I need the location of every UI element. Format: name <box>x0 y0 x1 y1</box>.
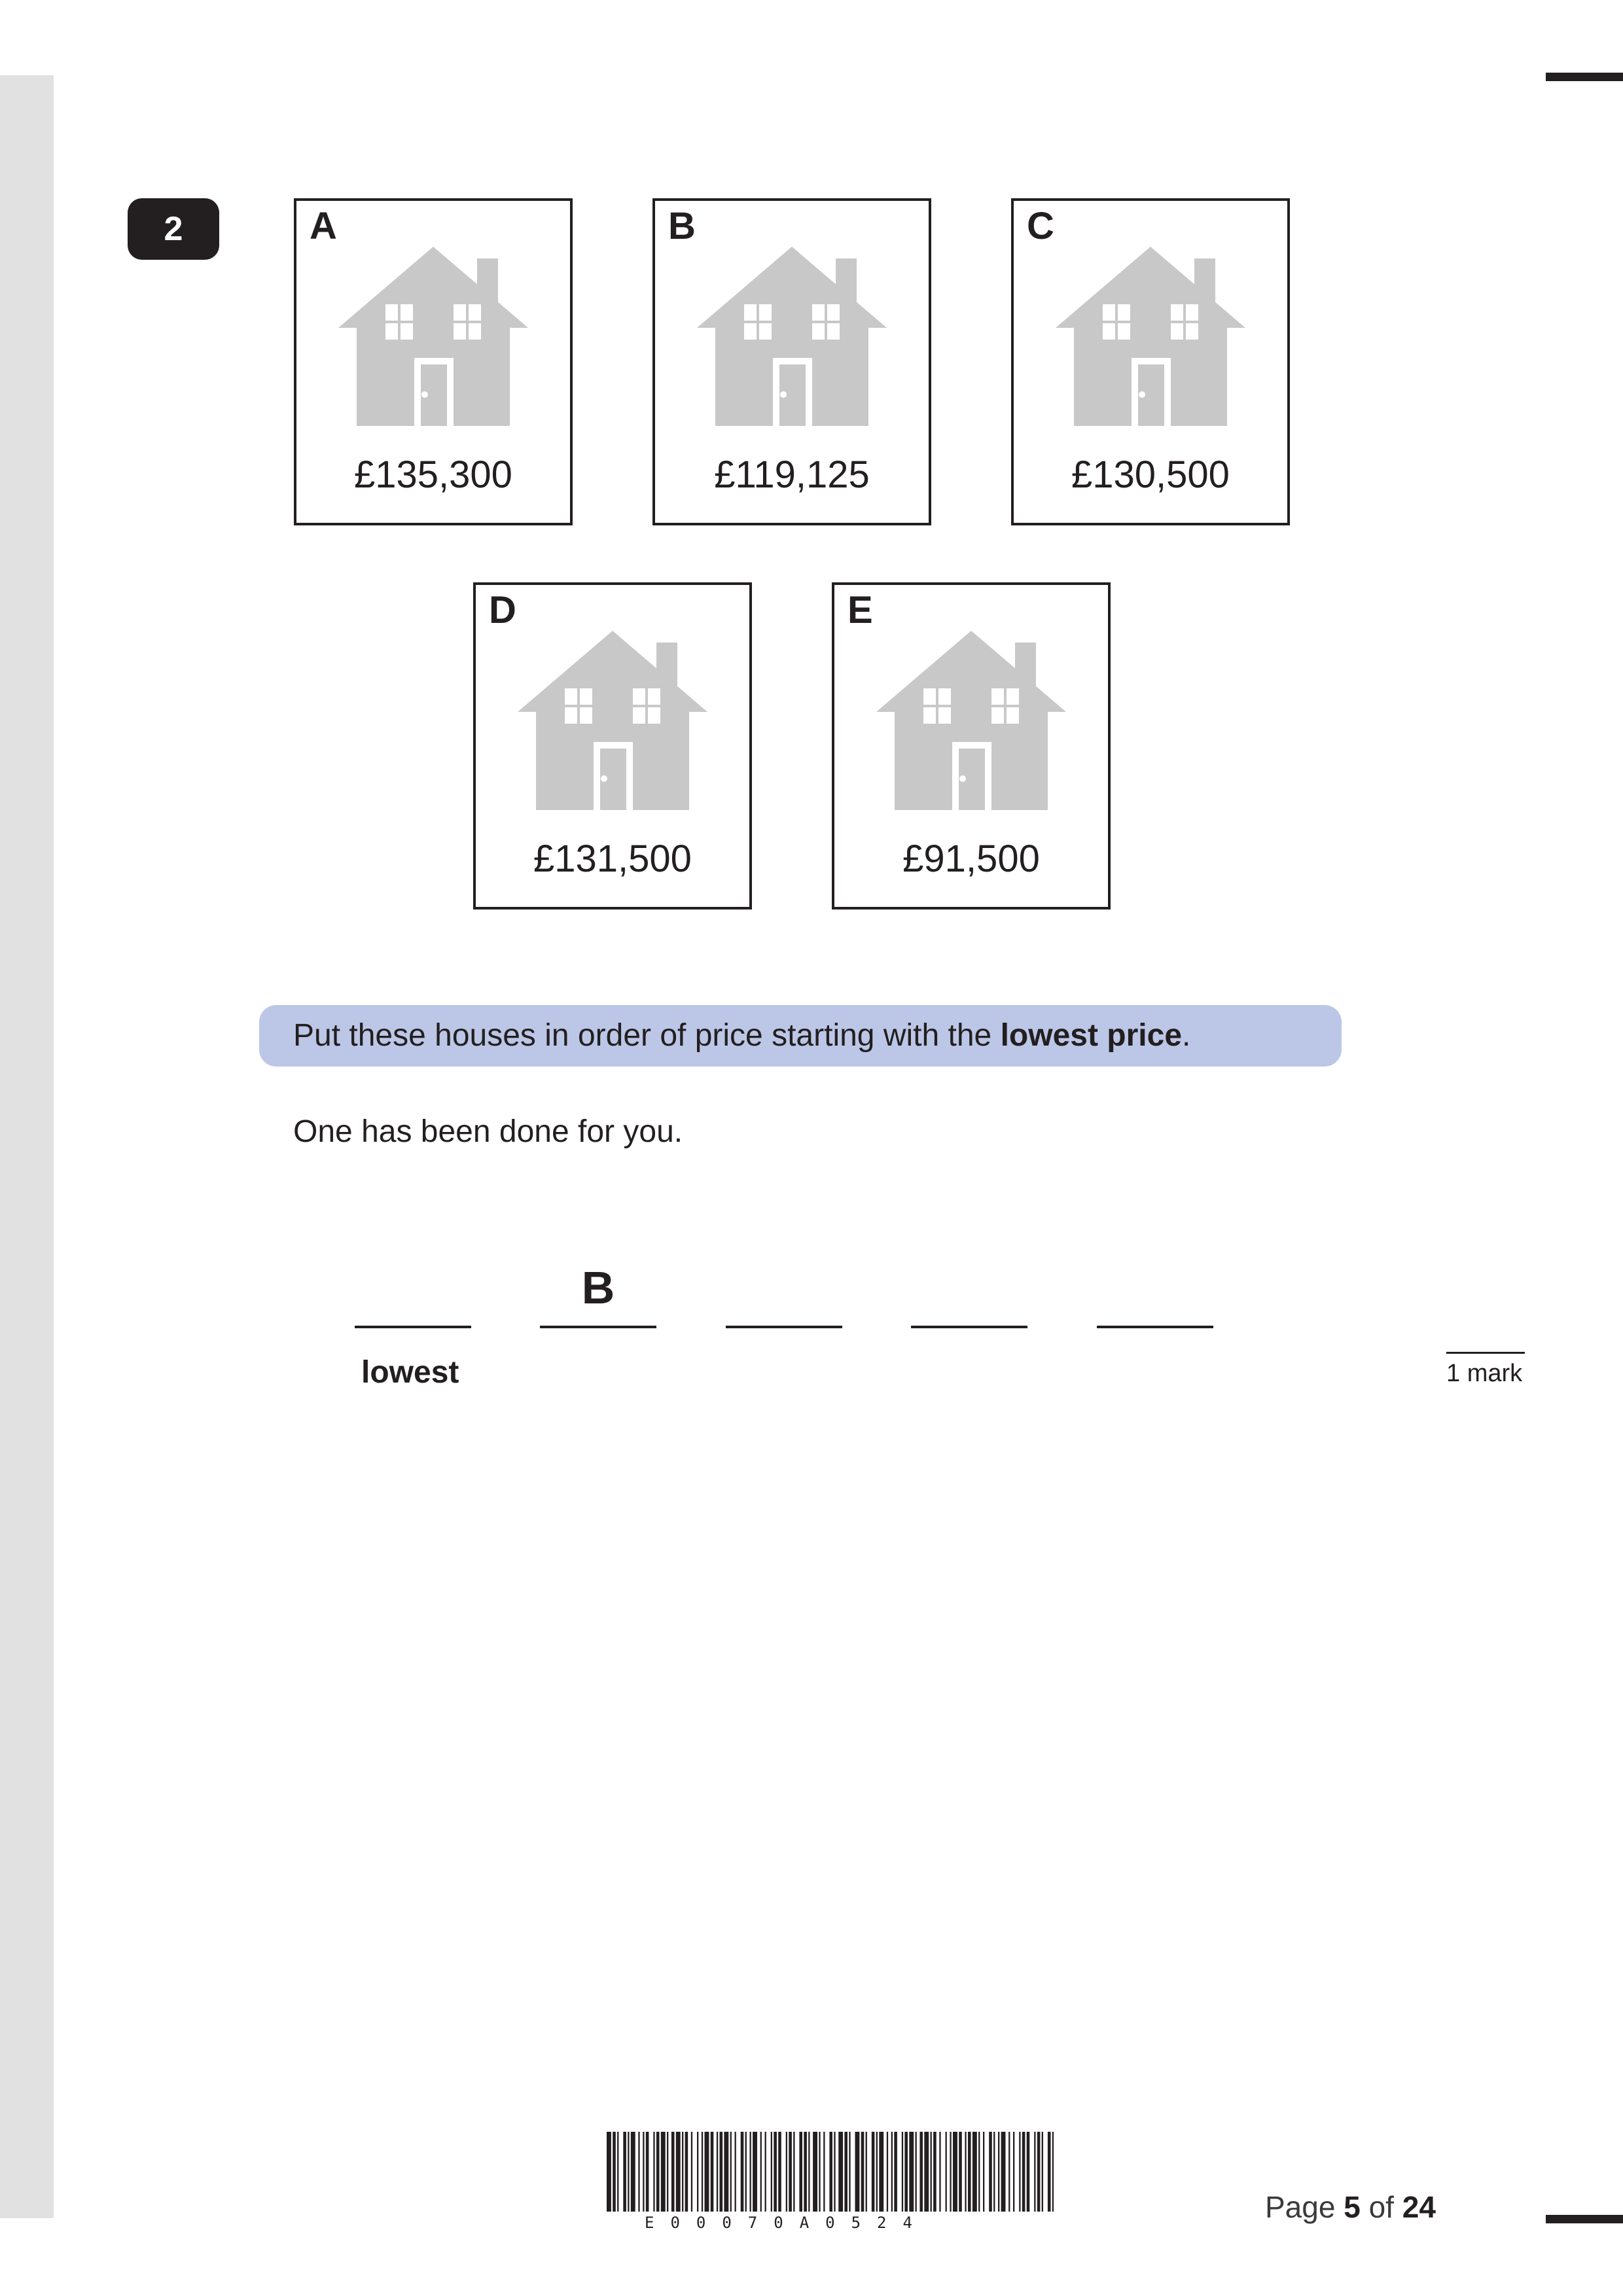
barcode-bar <box>855 2132 860 2212</box>
barcode-bar <box>607 2132 611 2212</box>
barcode-bar <box>887 2132 888 2212</box>
barcode-bar <box>631 2132 635 2212</box>
house-price: £91,500 <box>902 838 1040 880</box>
barcode-bar <box>849 2132 850 2212</box>
barcode-bar <box>717 2132 718 2212</box>
barcode-bar <box>866 2132 867 2212</box>
barcode-bar <box>760 2132 762 2212</box>
house-icon <box>1056 247 1245 426</box>
barcode-bar <box>946 2132 947 2212</box>
barcode-bar <box>909 2132 914 2212</box>
house-icon <box>518 631 707 810</box>
barcode-bar <box>656 2132 660 2212</box>
house-price: £119,125 <box>714 453 870 496</box>
house-letter: B <box>668 205 696 247</box>
barcode-bar <box>959 2132 962 2212</box>
barcode-bar <box>617 2132 618 2212</box>
barcode-bar <box>774 2132 777 2212</box>
house-icon <box>338 247 528 426</box>
barcode-bar <box>1008 2132 1010 2212</box>
barcode-bar <box>916 2132 917 2212</box>
barcode-bar <box>653 2132 654 2212</box>
barcode-bar <box>965 2132 966 2212</box>
barcode-bar <box>750 2132 751 2212</box>
barcode-bar <box>1019 2132 1020 2212</box>
barcode-bar <box>876 2132 878 2212</box>
barcode-bar <box>1034 2132 1035 2212</box>
barcode-bar <box>1042 2132 1043 2212</box>
margin-strip <box>0 75 54 2218</box>
page-word: Page <box>1265 2190 1344 2224</box>
house-letter: E <box>847 589 873 631</box>
barcode-bar <box>682 2132 683 2212</box>
barcode-bar <box>613 2132 616 2212</box>
house-card-b <box>652 198 931 525</box>
page-of-word: of <box>1360 2190 1402 2224</box>
barcode-bar <box>778 2132 781 2212</box>
barcode-bar <box>765 2132 766 2212</box>
page-number <box>1265 2187 1436 2227</box>
barcode-bar <box>819 2132 820 2212</box>
barcode-bar <box>904 2132 908 2212</box>
instruction-text: Put these houses in order of price starting with the <box>293 1018 1001 1053</box>
barcode-bar <box>872 2132 875 2212</box>
barcode-bar <box>705 2132 709 2212</box>
lowest-label: lowest <box>361 1355 459 1390</box>
barcode-bar <box>667 2132 668 2212</box>
barcode-bar <box>671 2132 675 2212</box>
barcode-bar <box>702 2132 703 2212</box>
barcode-bar <box>1001 2132 1006 2212</box>
answer-slot-2 <box>540 1326 656 1328</box>
barcode-bar <box>638 2132 639 2212</box>
barcode-bar <box>861 2132 865 2212</box>
house-card-c <box>1011 198 1290 525</box>
house-letter: C <box>1027 205 1054 247</box>
barcode-bar <box>829 2132 832 2212</box>
barcode-bar <box>879 2132 883 2212</box>
instruction-end: . <box>1182 1018 1191 1053</box>
barcode-bar <box>953 2132 957 2212</box>
barcode-bar <box>1027 2132 1030 2212</box>
instruction-banner <box>259 1005 1342 1067</box>
barcode-bar <box>891 2132 893 2212</box>
barcode-bar <box>628 2132 629 2212</box>
house-price: £135,300 <box>354 453 512 496</box>
barcode-bar <box>793 2132 794 2212</box>
house-icon <box>876 631 1066 810</box>
barcode-bar <box>931 2132 932 2212</box>
answer-slot-1[interactable] <box>355 1326 471 1328</box>
barcode-bar <box>711 2132 714 2212</box>
barcode-bar <box>978 2132 980 2212</box>
barcode-bar <box>741 2132 744 2212</box>
instruction-emphasis: lowest price <box>1000 1018 1183 1053</box>
barcode-bar <box>753 2132 757 2212</box>
answer-slot-5[interactable] <box>1097 1326 1213 1328</box>
barcode-bar <box>730 2132 732 2212</box>
barcode-bar <box>691 2132 692 2212</box>
barcode-bar <box>804 2132 807 2212</box>
barcode-bar <box>646 2132 649 2212</box>
house-card-d <box>473 582 752 910</box>
example-note: One has been done for you. <box>293 1114 683 1149</box>
house-card-a <box>294 198 573 525</box>
house-price: £130,500 <box>1071 453 1230 496</box>
barcode-bar <box>697 2132 698 2212</box>
answer-slot-3[interactable] <box>726 1326 842 1328</box>
corner-mark-top <box>1546 73 1623 81</box>
barcode-bar <box>1037 2132 1041 2212</box>
barcode-bar <box>771 2132 772 2212</box>
barcode-bar <box>813 2132 817 2212</box>
barcode-bar <box>623 2132 626 2212</box>
barcode-bar <box>998 2132 999 2212</box>
barcode-bar <box>735 2132 736 2212</box>
barcode-bar <box>1013 2132 1014 2212</box>
barcode-bar <box>720 2132 723 2212</box>
barcode-bar <box>808 2132 810 2212</box>
barcode-bar <box>972 2132 977 2212</box>
barcode-bar <box>902 2132 903 2212</box>
barcode-bar <box>983 2132 984 2212</box>
barcode-bar <box>993 2132 995 2212</box>
house-letter: D <box>489 589 516 631</box>
page-total: 24 <box>1402 2190 1436 2224</box>
house-card-e <box>832 582 1111 910</box>
barcode-bar <box>989 2132 992 2212</box>
barcode-bar <box>1022 2132 1026 2212</box>
barcode-bar <box>838 2132 843 2212</box>
house-icon <box>697 247 887 426</box>
mark-allocation: 1 mark <box>1446 1360 1523 1387</box>
answer-slot-2-value: B <box>581 1262 615 1313</box>
barcode-bar <box>661 2132 666 2212</box>
house-price: £131,500 <box>533 838 692 880</box>
barcode-bar <box>933 2132 936 2212</box>
corner-mark-bottom <box>1546 2215 1623 2223</box>
barcode-text: E00070A0524 <box>645 2214 929 2232</box>
barcode-bar <box>968 2132 971 2212</box>
barcode-bar <box>786 2132 787 2212</box>
barcode-bar <box>789 2132 792 2212</box>
barcode-bar <box>924 2132 929 2212</box>
page-current: 5 <box>1344 2190 1361 2224</box>
house-letter: A <box>310 205 337 247</box>
barcode <box>605 2132 1054 2219</box>
barcode-bar <box>643 2132 644 2212</box>
barcode-bar <box>894 2132 897 2212</box>
barcode-bar <box>823 2132 825 2212</box>
barcode-bar <box>834 2132 835 2212</box>
barcode-bar <box>950 2132 951 2212</box>
barcode-bar <box>685 2132 688 2212</box>
mark-rule <box>1446 1352 1525 1354</box>
question-number: 2 <box>128 198 219 260</box>
barcode-bar <box>724 2132 728 2212</box>
barcode-bar <box>844 2132 847 2212</box>
barcode-bar <box>745 2132 747 2212</box>
answer-slot-4[interactable] <box>911 1326 1027 1328</box>
barcode-bar <box>939 2132 940 2212</box>
barcode-bar <box>919 2132 923 2212</box>
barcode-bar <box>1052 2132 1054 2212</box>
barcode-bar <box>1048 2132 1051 2212</box>
barcode-bar <box>676 2132 681 2212</box>
barcode-bar <box>799 2132 802 2212</box>
